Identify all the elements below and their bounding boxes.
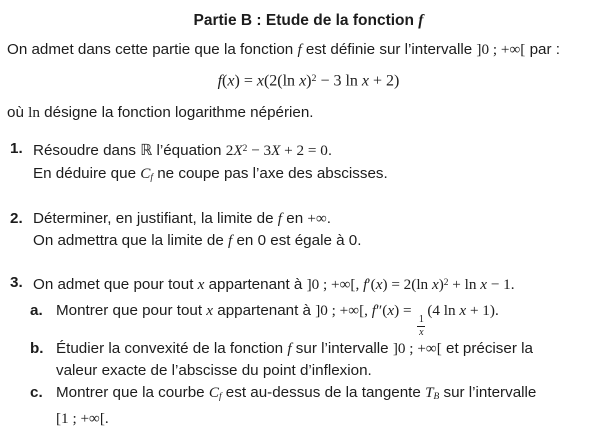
math-variable: x [459, 301, 467, 319]
math-variable: f [418, 12, 424, 29]
question-2-line-1 [33, 208, 610, 230]
subquestion-c-letter: c. [30, 383, 43, 401]
text-segment: ) = [394, 301, 416, 319]
text-segment: sur l’intervalle [291, 339, 393, 357]
text-segment: ) [438, 275, 444, 293]
math-variable: f [363, 275, 368, 293]
question-3-number: 3. [10, 273, 23, 291]
text-segment: valeur exacte de l’abscisse du point d’inflexion. [56, 361, 372, 379]
text-segment: On admettra que la limite de [33, 231, 229, 249]
math-variable: T [425, 383, 434, 401]
text-segment: ln [28, 104, 40, 122]
text-segment: On admet que pour tout [33, 275, 198, 293]
text-segment: par : [525, 41, 560, 58]
text-segment: + 2) [369, 72, 400, 90]
math-variable: C [140, 164, 151, 182]
text-segment: − 1. [487, 275, 515, 293]
text-segment: ″( [375, 301, 388, 319]
text-segment: (4 ln [427, 301, 460, 319]
text-segment: 2 [225, 142, 234, 160]
math-variable: X [271, 142, 281, 160]
question-3-line-1 [33, 272, 610, 296]
text-segment: ( [222, 72, 228, 90]
text-segment: Étudier la convexité de la fonction [56, 339, 288, 357]
text-segment: Résoudre dans [33, 142, 141, 160]
math-variable: x [299, 72, 307, 90]
text-segment: ne coupe pas l’axe des abscisses. [153, 164, 388, 182]
math-variable: x [206, 301, 214, 319]
subquestion-c [30, 382, 610, 430]
math-variable: x [480, 275, 487, 293]
text-segment: où [7, 104, 29, 122]
text-segment: +∞ [307, 209, 327, 227]
question-2-line-2 [33, 230, 610, 252]
subquestion-a-letter: a. [30, 301, 43, 319]
text-segment: On admet dans cette partie que la fonction [7, 41, 298, 58]
text-segment: f [150, 172, 154, 183]
subquestion-a [30, 300, 610, 338]
text-segment: est au-dessus de la tangente [221, 383, 426, 401]
subquestion-a-text [56, 300, 610, 338]
math-variable: x [197, 275, 205, 293]
text-segment: ]0 ; +∞[ [476, 41, 526, 58]
math-variable: x [375, 275, 383, 293]
text-segment: 2 [311, 73, 317, 84]
math-variable: f [297, 41, 302, 58]
question-2 [7, 208, 610, 252]
text-segment: désigne la fonction logarithme népérien. [39, 104, 314, 122]
text-segment: . [327, 142, 333, 160]
text-segment: B [433, 392, 440, 403]
text-segment: ) [306, 72, 312, 90]
function-definition-formula [7, 68, 610, 92]
math-variable: x [431, 275, 439, 293]
math-variable: C [208, 383, 219, 401]
text-segment: 2 [443, 277, 449, 288]
text-segment: en [282, 209, 308, 227]
text-segment: f [218, 392, 222, 403]
text-segment: ]0 ; +∞[, [315, 301, 372, 319]
text-segment: sur l’intervalle [439, 383, 537, 401]
subquestion-b-letter: b. [30, 339, 44, 357]
text-segment: [1 ; +∞[. [56, 410, 109, 428]
text-segment: Partie B : Etude de la fonction [193, 12, 419, 29]
text-segment: ′( [367, 275, 376, 293]
question-1-line-2 [33, 163, 610, 189]
text-segment: + 1). [466, 301, 499, 319]
text-segment: Déterminer, en justifiant, la limite de [33, 209, 278, 227]
text-segment: (2(ln [263, 72, 300, 90]
subquestion-b [30, 338, 610, 382]
text-segment: l’équation [152, 142, 226, 160]
subquestion-b-text [56, 338, 610, 382]
text-segment: en 0 est égale à 0. [232, 231, 362, 249]
question-2-body [33, 208, 610, 252]
text-segment: appartenant à [213, 301, 316, 319]
math-variable: f [287, 339, 292, 357]
math-variable: f [277, 209, 283, 227]
math-variable: x [387, 301, 395, 319]
text-segment: Montrer que pour tout [56, 301, 207, 319]
subquestion-c-text [56, 382, 610, 430]
text-segment: appartenant à [204, 275, 307, 293]
math-variable: x [361, 72, 370, 90]
text-segment: ) = 2(ln [382, 275, 432, 293]
question-3-subquestions [7, 300, 610, 430]
question-3 [7, 272, 610, 296]
text-segment: et préciser la [441, 339, 533, 357]
text-segment: − 3 [247, 142, 272, 160]
page-title [7, 0, 610, 32]
question-2-number: 2. [10, 209, 23, 227]
text-segment: En déduire que [33, 164, 141, 182]
text-segment: . [326, 209, 332, 227]
question-1-body [33, 138, 610, 188]
math-variable: x [256, 72, 264, 90]
text-segment: + 2 = 0 [280, 142, 328, 160]
text-segment: − 3 ln [316, 72, 362, 90]
text-segment: ]0 ; +∞[, [306, 275, 364, 293]
math-variable: f [371, 301, 376, 319]
text-segment: + ln [448, 275, 481, 293]
text-segment: ) = [234, 72, 257, 90]
text-segment: 2 [242, 144, 248, 155]
math-variable: f [217, 72, 223, 90]
text-segment: ℝ [140, 141, 153, 160]
fraction: $\frac{1}{x}$ [418, 313, 424, 338]
question-3-body [33, 272, 610, 296]
text-segment: ]0 ; +∞[ [392, 339, 442, 357]
question-1 [7, 138, 610, 188]
question-1-number: 1. [10, 140, 23, 158]
ln-definition-note [7, 102, 610, 124]
math-variable: x [227, 72, 235, 90]
question-1-line-1 [33, 138, 610, 162]
intro-paragraph [7, 39, 610, 61]
math-variable: f [228, 231, 233, 249]
text-segment: est définie sur l’intervalle [301, 41, 477, 58]
math-variable: X [233, 142, 243, 160]
text-segment: Montrer que la courbe [56, 383, 209, 401]
